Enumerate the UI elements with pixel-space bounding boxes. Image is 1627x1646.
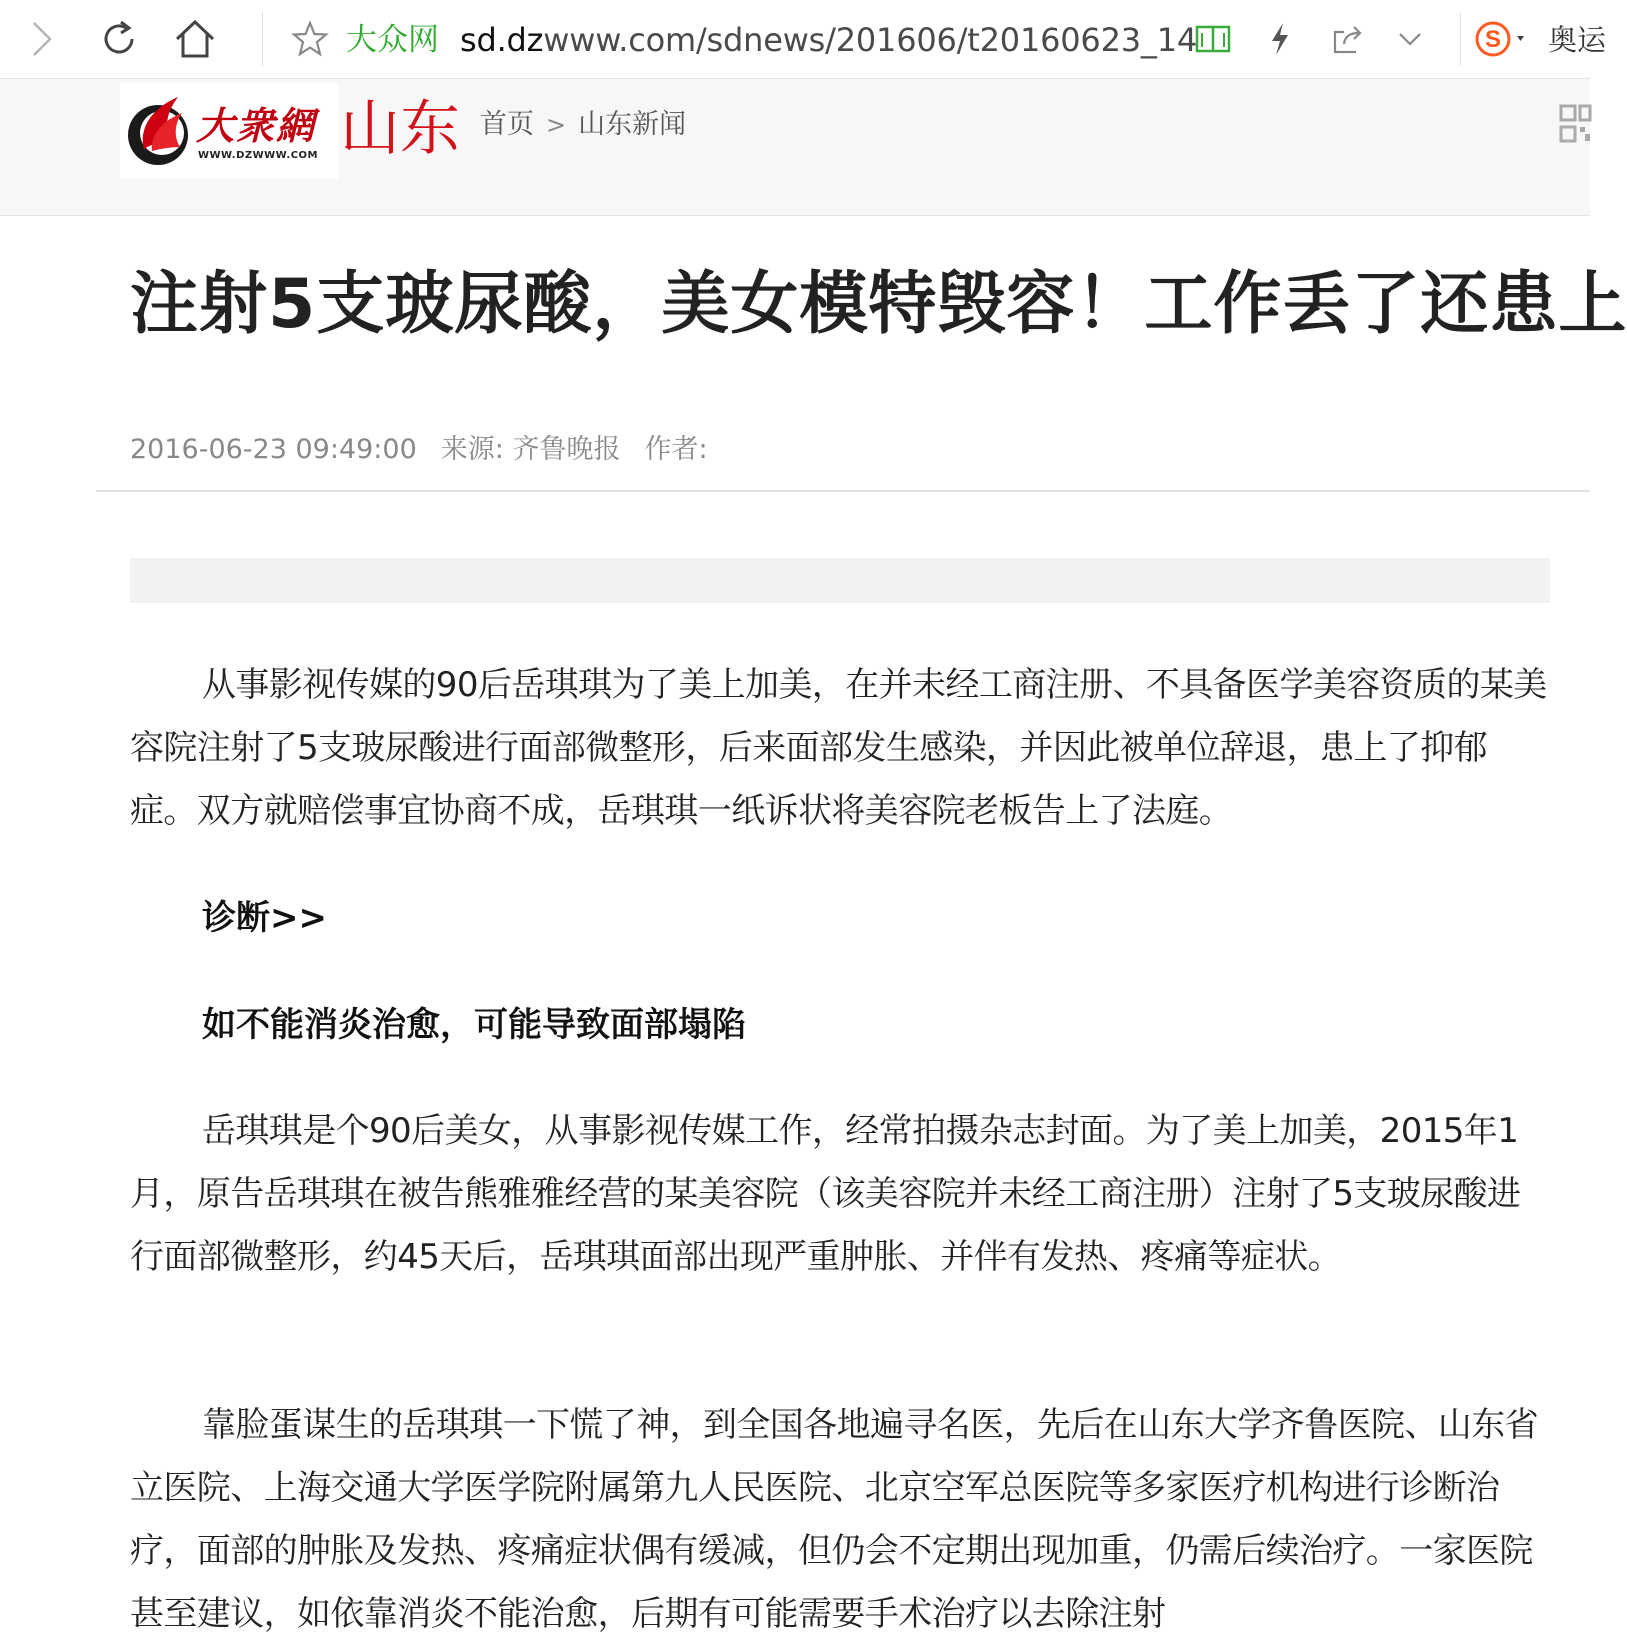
toolbar-divider <box>1460 12 1461 66</box>
extension-label[interactable]: 奥运 <box>1548 23 1607 57</box>
address-bar[interactable] <box>460 18 1197 62</box>
breadcrumb-section[interactable]: 山东新闻 <box>578 109 687 140</box>
flame-logo-icon <box>120 83 200 179</box>
forward-icon[interactable] <box>22 14 62 64</box>
paragraph-text: 岳琪琪是个90后美女，从事影视传媒工作，经常拍摄杂志封面。为了美上加美，2015年1月，原告岳琪琪在被告熊雅雅经营的某美容院（该美容院并未经工商注册）注射了5支玻尿酸进行面部微整形，约45天后，岳琪琪面部出现严重肿胀、并伴有发热、疼痛等症状。 <box>130 1111 1521 1277</box>
subheading-warning: 如不能消炎治愈，可能导致面部塌陷 <box>202 1005 746 1045</box>
url-domain: sd.dz <box>460 21 544 59</box>
svg-text:S: S <box>1484 26 1502 53</box>
breadcrumb-home[interactable]: 首页 <box>480 109 534 140</box>
qr-code-icon[interactable] <box>1560 105 1590 147</box>
article-paragraph-2 <box>130 1100 1550 1289</box>
breadcrumb <box>480 105 686 145</box>
logo-url: WWW.DZWWW.COM <box>198 150 318 161</box>
article-meta <box>130 430 732 470</box>
sogou-icon[interactable] <box>1472 14 1536 64</box>
refresh-icon[interactable] <box>96 14 142 64</box>
toolbar-divider <box>262 12 263 66</box>
url-path: www.com/sdnews/201606/t20160623_14 <box>543 21 1198 59</box>
share-icon[interactable] <box>1328 14 1368 64</box>
browser-toolbar <box>0 0 1607 79</box>
article-author: 作者: <box>644 434 708 465</box>
article-paragraph-1 <box>130 654 1550 843</box>
article-paragraph-3 <box>130 1394 1550 1646</box>
region-title[interactable]: 山东 <box>340 94 460 164</box>
chevron-down-icon[interactable] <box>1392 14 1428 64</box>
site-logo[interactable] <box>120 83 338 179</box>
logo-wordmark: 大衆網 <box>196 103 317 148</box>
reader-icon[interactable] <box>1192 14 1234 64</box>
site-name-label: 大众网 <box>346 22 439 58</box>
content-banner-placeholder <box>130 558 1550 603</box>
meta-divider <box>96 490 1590 492</box>
breadcrumb-separator: > <box>546 111 567 139</box>
subheading-diagnosis: 诊断>> <box>202 898 327 938</box>
paragraph-text: 靠脸蛋谋生的岳琪琪一下慌了神，到全国各地遍寻名医，先后在山东大学齐鲁医院、山东省立医院、上海交通大学医学院附属第九人民医院、北京空军总医院等多家医疗机构进行诊断治疗，面部的肿胀及发热、疼痛症状偶有缓减，但仍会不定期出现加重，仍需后续治疗。一家医院甚至建议，如依靠消炎不能治愈，后期有可能需要手术治疗以去除注射 <box>130 1405 1538 1634</box>
lightning-icon[interactable] <box>1262 14 1298 64</box>
article-source: 来源: 齐鲁晚报 <box>440 434 621 465</box>
paragraph-text: 从事影视传媒的90后岳琪琪为了美上加美，在并未经工商注册、不具备医学美容资质的某美容院注射了5支玻尿酸进行面部微整形，后来面部发生感染，并因此被单位辞退，患上了抑郁症。双方就赔偿事宜协商不成，岳琪琪一纸诉状将美容院老板告上了法庭。 <box>130 665 1547 831</box>
article-title: 注射5支玻尿酸，美女模特毁容！工作丢了还患上 <box>130 265 1627 344</box>
publish-date: 2016-06-23 09:49:00 <box>130 434 417 465</box>
star-icon[interactable] <box>290 14 330 64</box>
site-header <box>0 79 1590 216</box>
home-icon[interactable] <box>172 14 218 64</box>
